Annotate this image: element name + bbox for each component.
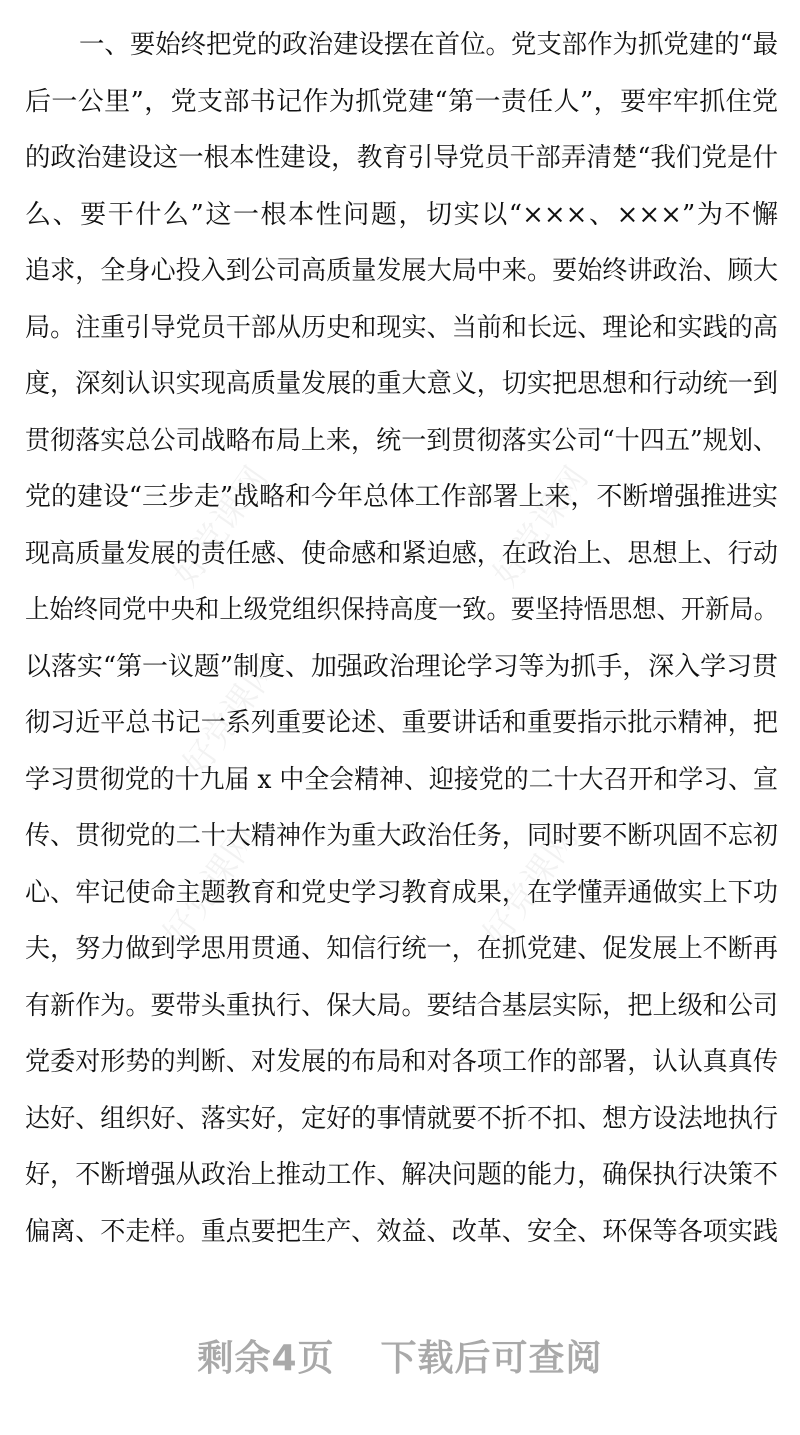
download-to-view-text: 下载后可查阅 [380, 1338, 603, 1379]
document-body [25, 22, 778, 1265]
text-line: 的政治建设这一根本性建设，教育引导党员干部弄清楚“我们党是什 [25, 143, 778, 173]
text-line: 有新作为。要带头重执行、保大局。要结合基层实际，把上级和公司 [25, 990, 778, 1021]
text-line: 现高质量发展的责任感、使命感和紧迫感，在政治上、思想上、行动 [25, 538, 778, 569]
text-line: 上始终同党中央和上级党组织保持高度一致。要坚持悟思想、开新局。 [25, 595, 778, 625]
text-line: 么、要干什么”这一根本性问题，切实以“×××、×××”为不懈 [25, 199, 778, 230]
remaining-pages-text: 剩余4页 [197, 1338, 335, 1379]
watermark: 好党课网 [475, 819, 587, 954]
text-line: 心、牢记使命主题教育和党史学习教育成果，在学懂弄通做实上下功 [25, 877, 778, 908]
text-line: 以落实“第一议题”制度、加强政治理论学习等为抓手，深入学习贯 [25, 651, 778, 682]
watermark: 好党课网 [165, 459, 277, 594]
text-line: 贯彻落实总公司战略布局上来，统一到贯彻落实公司“十四五”规划、 [25, 425, 778, 456]
watermark: 好党课网 [485, 459, 597, 594]
text-line: 一、要始终把党的政治建设摆在首位。党支部作为抓党建的“最 [79, 30, 778, 60]
text-line: 度，深刻认识实现高质量发展的重大意义，切实把思想和行动统一到 [25, 369, 778, 399]
text-line: 传、贯彻党的二十大精神作为重大政治任务，同时要不断巩固不忘初 [25, 821, 778, 851]
text-line: 后一公里”，党支部书记作为抓党建“第一责任人”，要牢牢抓住党 [25, 86, 778, 117]
text-line: 达好、组织好、落实好，定好的事情就要不折不扣、想方设法地执行 [25, 1103, 778, 1134]
text-line: 党的建设“三步走”战略和今年总体工作部署上来，不断增强推进实 [25, 482, 778, 512]
download-prompt[interactable] [0, 1330, 800, 1381]
text-line: 党委对形势的判断、对发展的布局和对各项工作的部署，认认真真传 [25, 1047, 778, 1077]
watermark: 好党课网 [175, 649, 287, 784]
text-line: 彻习近平总书记一系列重要论述、重要讲话和重要指示批示精神，把 [25, 708, 778, 738]
text-line: 追求，全身心投入到公司高质量发展大局中来。要始终讲政治、顾大 [25, 256, 778, 286]
watermark: 好党课网 [155, 819, 267, 954]
text-line: 偏离、不走样。重点要把生产、效益、改革、安全、环保等各项实践 [25, 1216, 778, 1247]
text-line: 学习贯彻党的十九届 x 中全会精神、迎接党的二十大召开和学习、宣 [25, 764, 778, 795]
text-line: 好，不断增强从政治上推动工作、解决问题的能力，确保执行决策不 [25, 1160, 778, 1190]
text-line: 局。注重引导党员干部从历史和现实、当前和长远、理论和实践的高 [25, 312, 778, 343]
text-line: 夫，努力做到学思用贯通、知信行统一，在抓党建、促发展上不断再 [25, 934, 778, 964]
